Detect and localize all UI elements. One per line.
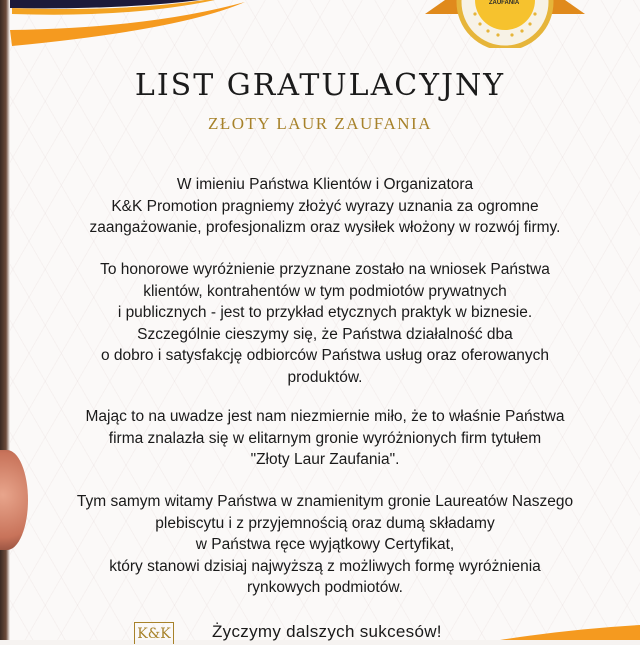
- paragraph-honor: [20, 259, 630, 388]
- paragraph-intro: [20, 174, 630, 239]
- text-line: "Złoty Laur Zaufania".: [250, 451, 400, 468]
- text-line: w Państwa ręce wyjątkowy Certyfikat,: [195, 536, 455, 553]
- text-line: plebiscytu i z przyjemnością oraz dumą składamy: [155, 514, 495, 532]
- kk-promotion-logo: K&K: [134, 622, 174, 644]
- text-line: o dobro i satysfakcję odbiorców Państwa usług oraz oferowanych: [100, 347, 550, 364]
- paragraph-welcome: [20, 491, 630, 599]
- document-title: LIST GRATULACYJNY: [134, 68, 506, 103]
- text-line: Mając to na uwadze jest nam niezmiernie miło, że to właśnie Państwa: [85, 408, 565, 425]
- text-line: Tym samym witamy Państwa w znamienitym gronie Laureatów Naszego: [76, 493, 574, 510]
- text-line: K&K Promotion pragniemy złożyć wyrazy uznania za ogromne: [111, 197, 539, 215]
- footer-swoosh-graphic: [500, 625, 640, 640]
- text-line: W imieniu Państwa Klientów i Organizatora: [176, 176, 474, 193]
- header-swoosh-graphic: [0, 0, 260, 50]
- text-line: zaangażowanie, profesjonalizm oraz wysiłek włożony w rozwój firmy.: [89, 219, 561, 236]
- award-badge-icon: [420, 0, 590, 48]
- text-line: i publicznych - jest to przykład etycznych praktyk w biznesie.: [117, 304, 533, 321]
- document-subtitle: ZŁOTY LAUR ZAUFANIA: [208, 114, 432, 133]
- paragraph-recognition: [20, 406, 630, 471]
- text-line: produktów.: [287, 368, 363, 386]
- text-line: firma znalazła się w elitarnym gronie wyróżnionych firm tytułem: [108, 429, 542, 447]
- text-line: rynkowych podmiotów.: [247, 579, 403, 596]
- text-line: To honorowe wyróżnienie przyznane zostało na wniosek Państwa: [100, 261, 550, 278]
- text-line: Szczególnie cieszymy się, że Państwa działalność dba: [137, 325, 513, 343]
- text-line: który stanowi dzisiaj najwyższą z możliwych formę wyróżnienia: [109, 557, 541, 575]
- badge-label: ZAUFANIA: [488, 0, 520, 6]
- closing-wishes: Życzymy dalszych sukcesów!: [212, 622, 442, 641]
- text-line: klientów, kontrahentów w tym podmiotów prywatnych: [143, 282, 507, 300]
